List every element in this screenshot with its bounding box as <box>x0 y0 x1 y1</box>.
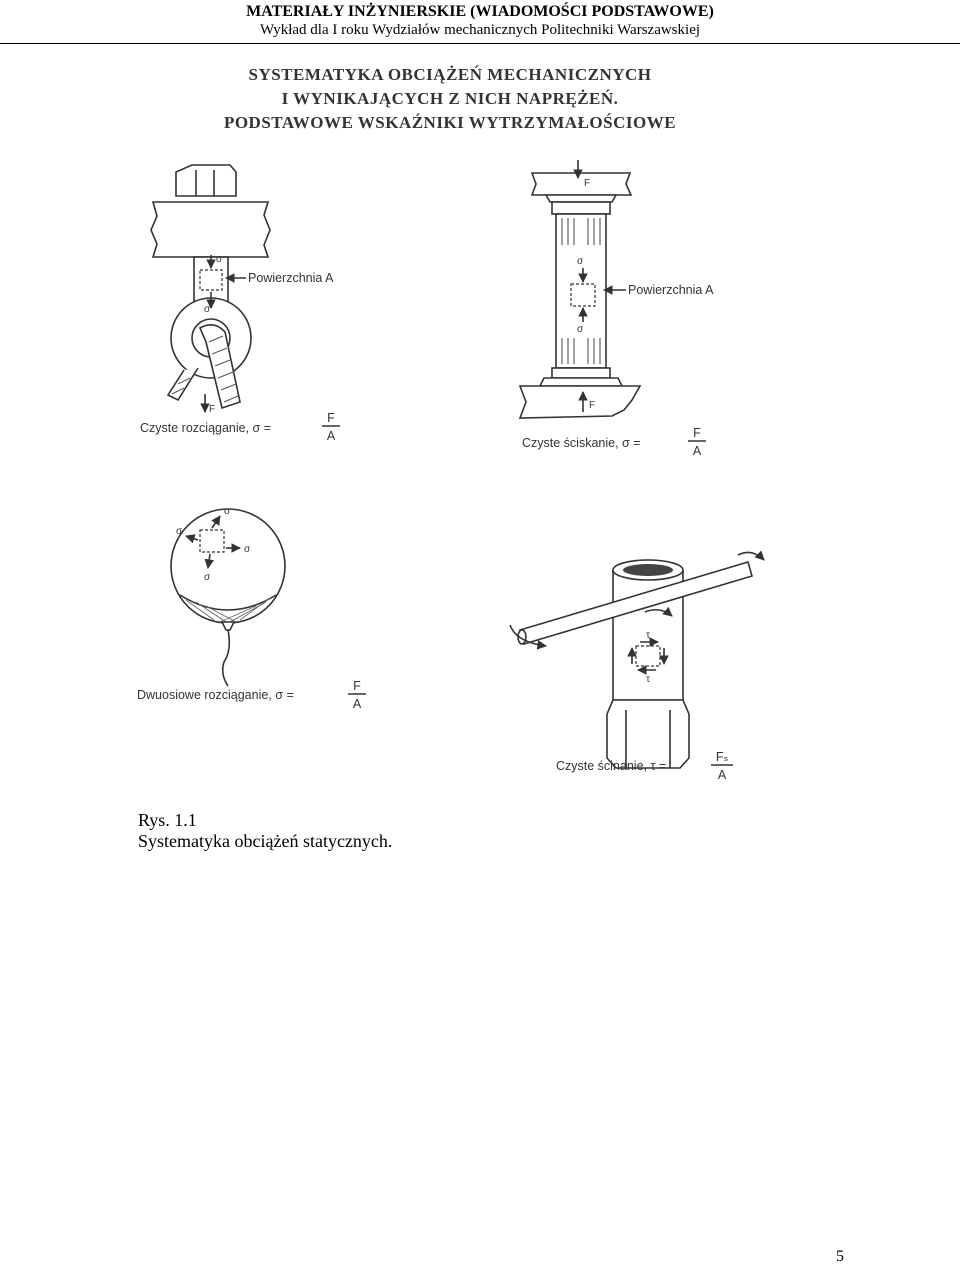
compression-den: A <box>692 444 702 458</box>
compression-num: F <box>693 426 701 440</box>
tension-area-label: Powierzchnia A <box>248 271 334 285</box>
compression-illustration <box>520 160 714 458</box>
biaxial-sigma-left: σ <box>176 526 183 537</box>
tension-force-label: F <box>209 404 216 415</box>
shear-tau-top: τ <box>646 630 650 641</box>
shear-den: A <box>717 768 727 782</box>
tension-num: F <box>327 411 335 425</box>
figure-caption-text: Systematyka obciążeń statycznych. <box>138 831 393 851</box>
figure-title-line-3: PODSTAWOWE WSKAŹNIKI WYTRZYMAŁOŚCIOWE <box>223 113 677 132</box>
shear-caption: Czyste ścinanie, τ = <box>556 759 667 773</box>
compression-caption: Czyste ściskanie, σ = <box>522 436 641 450</box>
figure-caption <box>138 810 392 852</box>
page-header <box>0 0 960 39</box>
tension-den: A <box>326 429 336 443</box>
tension-caption: Czyste rozciąganie, σ = <box>140 421 272 435</box>
biaxial-sigma-right: σ <box>244 544 251 555</box>
header-rule <box>0 43 960 44</box>
biaxial-num: F <box>353 679 361 693</box>
shear-num: Fₛ <box>715 750 729 764</box>
biaxial-den: A <box>352 697 362 711</box>
biaxial-sigma-top: σ <box>224 506 231 517</box>
tension-illustration <box>140 165 340 443</box>
compression-force-top: F <box>584 178 591 189</box>
page-number: 5 <box>836 1248 844 1265</box>
figure-caption-number: Rys. 1.1 <box>138 810 197 830</box>
figure-title-line-2: I WYNIKAJĄCYCH Z NICH NAPRĘŻEŃ. <box>281 89 619 108</box>
shear-illustration <box>510 552 764 782</box>
figure-title-line-1: SYSTEMATYKA OBCIĄŻEŃ MECHANICZNYCH <box>248 65 652 84</box>
header-subtitle: Wykład dla I roku Wydziałów mechanicznych Politechniki Warszawskiej <box>259 22 701 38</box>
tension-sigma-bottom: σ <box>204 304 211 315</box>
compression-force-bottom: F <box>589 400 596 411</box>
biaxial-sigma-bottom: σ <box>204 572 211 583</box>
shear-tau-bottom: τ <box>646 674 650 685</box>
tension-sigma-top: σ <box>216 254 223 265</box>
biaxial-illustration <box>137 506 366 711</box>
header-title: MATERIAŁY INŻYNIERSKIE (WIADOMOŚCI PODSTAWOWE) <box>246 3 714 20</box>
compression-sigma-bottom: σ <box>577 324 584 335</box>
figure-title <box>224 65 676 132</box>
compression-area-label: Powierzchnia A <box>628 283 714 297</box>
stress-systematics-figure <box>0 50 960 810</box>
biaxial-caption: Dwuosiowe rozciąganie, σ = <box>137 688 294 702</box>
compression-sigma-top: σ <box>577 256 584 267</box>
